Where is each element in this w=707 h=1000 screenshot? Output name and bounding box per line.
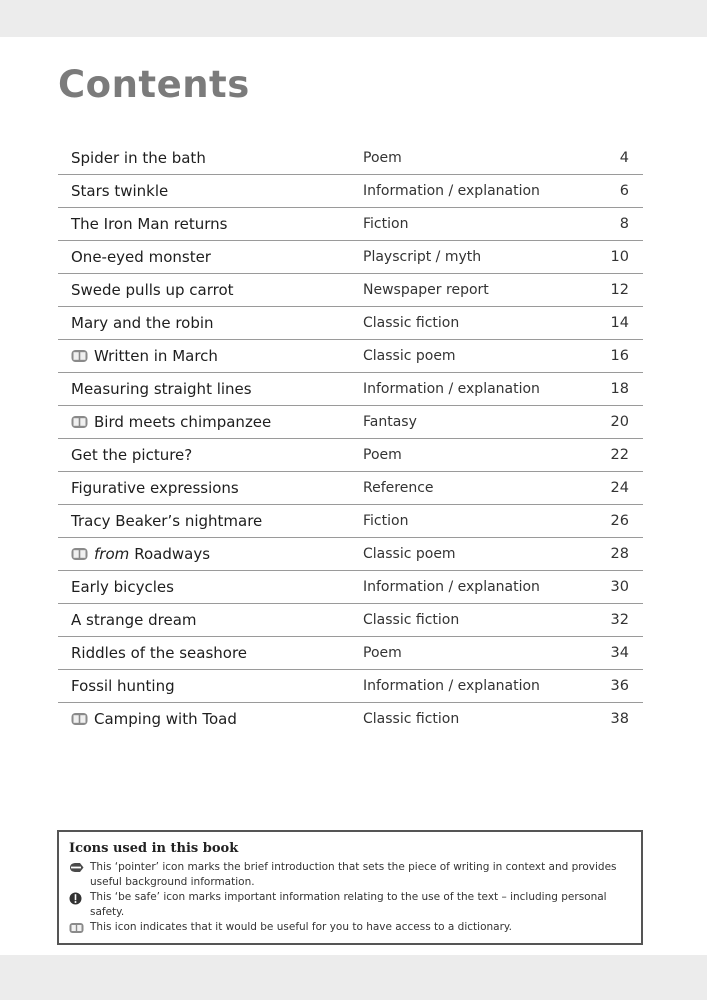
entry-title-text: Early bicycles [71, 578, 174, 596]
entry-title [71, 314, 214, 332]
legend-item-pointer [69, 860, 631, 890]
contents-row [58, 505, 643, 538]
entry-title-text: Figurative expressions [71, 479, 239, 497]
entry-genre: Fiction [363, 513, 409, 529]
contents-row [58, 208, 643, 241]
entry-genre: Information / explanation [363, 183, 540, 199]
entry-page-number: 30 [610, 579, 629, 595]
entry-title-text: Spider in the bath [71, 149, 206, 167]
entry-genre: Classic fiction [363, 612, 460, 628]
entry-genre: Information / explanation [363, 381, 540, 397]
entry-page-number: 12 [610, 282, 629, 298]
contents-row [58, 670, 643, 703]
legend-text: This ‘be safe’ icon marks important information relating to the use of the text – including personal safety. [90, 891, 607, 918]
entry-title [71, 347, 218, 365]
entry-title-text: Measuring straight lines [71, 380, 252, 398]
entry-genre: Poem [363, 645, 402, 661]
entry-page-number: 38 [610, 711, 629, 727]
entry-title-text: Swede pulls up carrot [71, 281, 234, 299]
entry-genre: Poem [363, 447, 402, 463]
contents-row [58, 538, 643, 571]
contents-row [58, 637, 643, 670]
contents-row [58, 274, 643, 307]
entry-page-number: 22 [610, 447, 629, 463]
contents-row [58, 604, 643, 637]
entry-title-text: Stars twinkle [71, 182, 169, 200]
contents-row [58, 340, 643, 373]
entry-page-number: 10 [610, 249, 629, 265]
entry-title-text: Mary and the robin [71, 314, 214, 332]
page-title: Contents [58, 63, 250, 106]
entry-title-text: Written in March [94, 347, 218, 365]
entry-page-number: 20 [610, 414, 629, 430]
entry-title [71, 710, 237, 728]
entry-title [71, 677, 175, 695]
entry-page-number: 14 [610, 315, 629, 331]
legend-text: This ‘pointer’ icon marks the brief introduction that sets the piece of writing in context and provides useful background information. [90, 861, 617, 888]
dictionary-book-icon [71, 415, 88, 429]
entry-genre: Fantasy [363, 414, 417, 430]
legend-item-be-safe [69, 890, 631, 920]
entry-title-text: Camping with Toad [94, 710, 237, 728]
icons-legend-heading: Icons used in this book [69, 841, 239, 856]
entry-title [71, 149, 206, 167]
entry-page-number: 6 [619, 183, 629, 199]
entry-page-number: 26 [610, 513, 629, 529]
entry-title-text: Bird meets chimpanzee [94, 413, 272, 431]
entry-genre: Classic fiction [363, 711, 460, 727]
entry-page-number: 8 [619, 216, 629, 232]
contents-row [58, 406, 643, 439]
contents-row [58, 472, 643, 505]
entry-genre: Information / explanation [363, 678, 540, 694]
entry-title [71, 281, 234, 299]
entry-title-text: Roadways [134, 545, 211, 563]
contents-row [58, 571, 643, 604]
entry-title-text: Fossil hunting [71, 677, 175, 695]
entry-page-number: 34 [610, 645, 629, 661]
entry-title [71, 512, 262, 530]
entry-page-number: 16 [610, 348, 629, 364]
entry-title [71, 380, 252, 398]
contents-list [58, 142, 643, 735]
entry-title [71, 611, 197, 629]
contents-page [0, 37, 707, 955]
dictionary-book-icon [69, 922, 83, 934]
entry-title-text: Get the picture? [71, 446, 193, 464]
entry-title [71, 182, 168, 200]
legend-text: This icon indicates that it would be useful for you to have access to a dictionary. [90, 921, 512, 933]
dictionary-book-icon [71, 349, 88, 363]
entry-genre: Classic fiction [363, 315, 460, 331]
entry-title [71, 479, 239, 497]
entry-title-prefix: from [94, 545, 130, 563]
be-safe-icon [69, 892, 83, 904]
entry-title-text: The Iron Man returns [71, 215, 228, 233]
entry-genre: Information / explanation [363, 579, 540, 595]
entry-title-text: A strange dream [71, 611, 197, 629]
entry-page-number: 28 [610, 546, 629, 562]
entry-genre: Poem [363, 150, 402, 166]
entry-title [71, 578, 174, 596]
entry-title [71, 545, 210, 563]
contents-row [58, 142, 643, 175]
contents-row [58, 703, 643, 735]
entry-title-text: Riddles of the seashore [71, 644, 248, 662]
dictionary-book-icon [71, 712, 88, 726]
entry-genre: Playscript / myth [363, 249, 482, 265]
entry-page-number: 18 [610, 381, 629, 397]
contents-row [58, 175, 643, 208]
entry-genre: Reference [363, 480, 434, 496]
contents-row [58, 373, 643, 406]
entry-page-number: 24 [610, 480, 629, 496]
icons-legend-box [57, 830, 643, 945]
entry-page-number: 36 [610, 678, 629, 694]
entry-title [71, 248, 211, 266]
pointer-icon [69, 862, 83, 874]
entry-genre: Fiction [363, 216, 409, 232]
legend-item-dictionary [69, 920, 631, 935]
entry-genre: Classic poem [363, 348, 456, 364]
entry-title-text: One-eyed monster [71, 248, 211, 266]
contents-row [58, 241, 643, 274]
entry-title [71, 446, 192, 464]
dictionary-book-icon [71, 547, 88, 561]
entry-title [71, 413, 271, 431]
entry-title-text: Tracy Beaker’s nightmare [71, 512, 263, 530]
contents-row [58, 439, 643, 472]
entry-title [71, 644, 247, 662]
entry-title [71, 215, 227, 233]
entry-page-number: 32 [610, 612, 629, 628]
entry-genre: Newspaper report [363, 282, 489, 298]
entry-genre: Classic poem [363, 546, 456, 562]
contents-row [58, 307, 643, 340]
entry-page-number: 4 [619, 150, 629, 166]
